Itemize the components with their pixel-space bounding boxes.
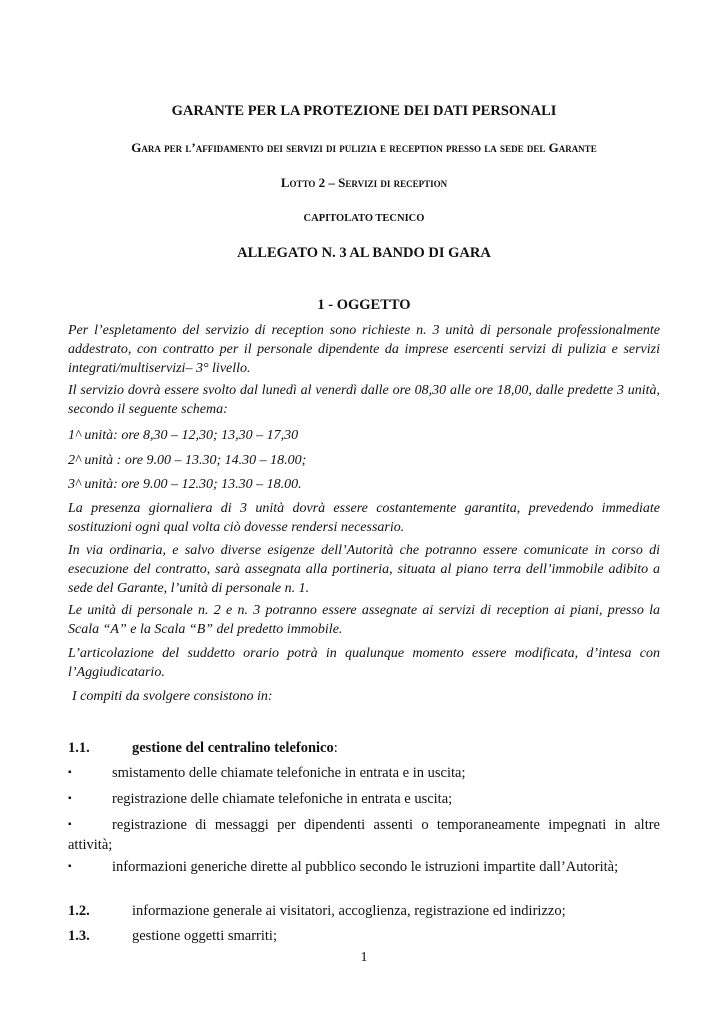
document-title: GARANTE PER LA PROTEZIONE DEI DATI PERSONALI: [171, 103, 557, 119]
item-text: gestione oggetti smarriti;: [132, 928, 277, 944]
page-number: 1: [360, 950, 368, 965]
item-number: 1.1.: [68, 740, 90, 756]
paragraph: L’articolazione del suddetto orario potrà in qualunque momento essere modificata, d’intesa con l’Aggiudicatario.: [68, 646, 660, 680]
annex-heading: ALLEGATO N. 3 AL BANDO DI GARA: [237, 245, 491, 261]
paragraph: Le unità di personale n. 2 e n. 3 potranno essere assegnate ai servizi di reception ai piani, presso la Scala “A” e la Scala “B” del predetto immobile.: [68, 603, 660, 637]
item-title: gestione del centralino telefonico: [132, 740, 334, 756]
bullet-item: [68, 763, 660, 783]
tender-subtitle: Gara per l’affidamento dei servizi di pulizia e reception presso la sede del Garante: [131, 140, 597, 155]
lot-subtitle: Lotto 2 – Servizi di reception: [280, 175, 448, 190]
bullet-icon: ▪: [68, 861, 72, 872]
paragraph: I compiti da svolgere consistono in:: [72, 689, 273, 704]
bullet-text: informazioni generiche dirette al pubblico secondo le istruzioni impartite dall’Autorità;: [112, 859, 619, 875]
item-number: 1.3.: [68, 928, 90, 944]
item-text: informazione generale ai visitatori, accoglienza, registrazione ed indirizzo;: [132, 903, 566, 919]
paragraph: Il servizio dovrà essere svolto dal lunedì al venerdì dalle ore 08,30 alle ore 18,00, dalle predette 3 unità, secondo il seguente schema:: [68, 383, 660, 417]
bullet-item: [68, 857, 660, 877]
bullet-text: registrazione delle chiamate telefoniche in entrata e uscita;: [112, 791, 453, 807]
schedule-line: 3^ unità: ore 9.00 – 12.30; 13.30 – 18.00.: [68, 477, 302, 492]
item-colon: :: [333, 740, 338, 756]
specification-label: CAPITOLATO TECNICO: [303, 213, 425, 224]
bullet-text: registrazione di messaggi per dipendenti assenti o temporaneamente impegnati in altre attività;: [68, 817, 660, 853]
list-item-1-1: [68, 738, 660, 758]
paragraph: La presenza giornaliera di 3 unità dovrà essere costantemente garantita, prevedendo immediate sostituzioni ogni qual volta ciò dovesse rendersi necessario.: [68, 501, 660, 535]
paragraph: In via ordinaria, e salvo diverse esigenze dell’Autorità che potranno essere comunicate in corso di esecuzione del contratto, sarà assegnata alla portineria, situata al piano terra dell’immobile adibito a sede del Garante, l’unità di personale n. 1.: [68, 543, 660, 596]
bullet-icon: ▪: [68, 819, 72, 830]
paragraph: Per l’espletamento del servizio di reception sono richieste n. 3 unità di personale professionalmente addestrato, con contratto per il personale dipendente da imprese esercenti servizi di pulizia e servizi integrati/multiservizi– 3° livello.: [68, 323, 660, 376]
list-item-1-3: [68, 926, 660, 946]
bullet-icon: ▪: [68, 793, 72, 804]
list-item-1-2: [68, 901, 660, 921]
schedule-line: 1^ unità: ore 8,30 – 12,30; 13,30 – 17,30: [68, 428, 299, 443]
bullet-text: smistamento delle chiamate telefoniche in entrata e in uscita;: [112, 765, 466, 781]
bullet-item: [68, 815, 660, 855]
bullet-icon: ▪: [68, 767, 72, 778]
section-heading: 1 - OGGETTO: [317, 297, 411, 313]
schedule-line: 2^ unità : ore 9.00 – 13.30; 14.30 – 18.00;: [68, 453, 307, 468]
bullet-item: [68, 789, 660, 809]
item-number: 1.2.: [68, 903, 90, 919]
